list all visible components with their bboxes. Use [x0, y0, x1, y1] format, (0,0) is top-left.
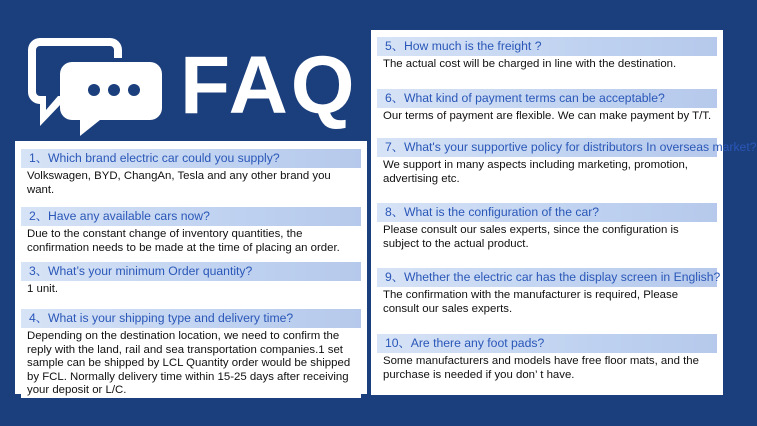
- faq-question: 9、Whether the electric car has the display screen in English?: [377, 268, 717, 287]
- faq-answer: Volkswagen, BYD, ChangAn, Tesla and any other brand you want.: [21, 168, 361, 197]
- faq-question: 6、What kind of payment terms can be acceptable?: [377, 89, 717, 108]
- faq-question: 2、Have any available cars now?: [21, 207, 361, 226]
- faq-question: 5、How much is the freight ?: [377, 37, 717, 56]
- faq-question: 8、What is the configuration of the car?: [377, 203, 717, 222]
- faq-question: 3、What’s your minimum Order quantity?: [21, 262, 361, 281]
- faq-answer: The confirmation with the manufacturer is required, Please consult our sales experts.: [377, 287, 717, 316]
- faq-item: [21, 262, 361, 297]
- faq-answer: Depending on the destination location, we need to confirm the reply with the land, rail and sea transportation companies.1 set sample can be shipped by LCL Quantity order would be shipped by FCL. Normally delivery time within 15-25 days after receiving your deposit or L/C.: [21, 328, 361, 398]
- faq-item: [377, 334, 717, 382]
- faq-answer: 1 unit.: [21, 281, 361, 297]
- faq-header: [28, 28, 358, 131]
- faq-answer: Our terms of payment are flexible. We can make payment by T/T.: [377, 108, 717, 124]
- faq-answer: Please consult our sales experts, since the configuration is subject to the actual product.: [377, 222, 717, 251]
- faq-item: [377, 203, 717, 251]
- faq-panel-left: [15, 141, 367, 397]
- faq-item: [21, 207, 361, 255]
- faq-answer: We support in many aspects including marketing, promotion, advertising etc.: [377, 157, 717, 186]
- faq-question: 1、Which brand electric car could you supply?: [21, 149, 361, 168]
- faq-question: 4、What is your shipping type and delivery time?: [21, 309, 361, 328]
- faq-item: [377, 89, 717, 124]
- speech-bubbles-icon: [28, 28, 168, 128]
- faq-answer: Some manufacturers and models have free floor mats, and the purchase is needed if you don’ t have.: [377, 353, 717, 382]
- page-title: FAQ: [180, 40, 358, 131]
- faq-item: [377, 268, 721, 316]
- faq-panel-right: [371, 30, 757, 395]
- faq-item: [21, 149, 361, 197]
- faq-answer: The actual cost will be charged in line with the destination.: [377, 56, 717, 72]
- faq-item: [377, 138, 757, 186]
- faq-answer: Due to the constant change of inventory quantities, the confirmation needs to be made at the time of placing an order.: [21, 226, 361, 255]
- faq-item: [377, 37, 717, 72]
- faq-question: 10、Are there any foot pads?: [377, 334, 717, 353]
- faq-item: [21, 309, 361, 398]
- faq-question: 7、What's your supportive policy for distributors In overseas market?: [377, 138, 717, 157]
